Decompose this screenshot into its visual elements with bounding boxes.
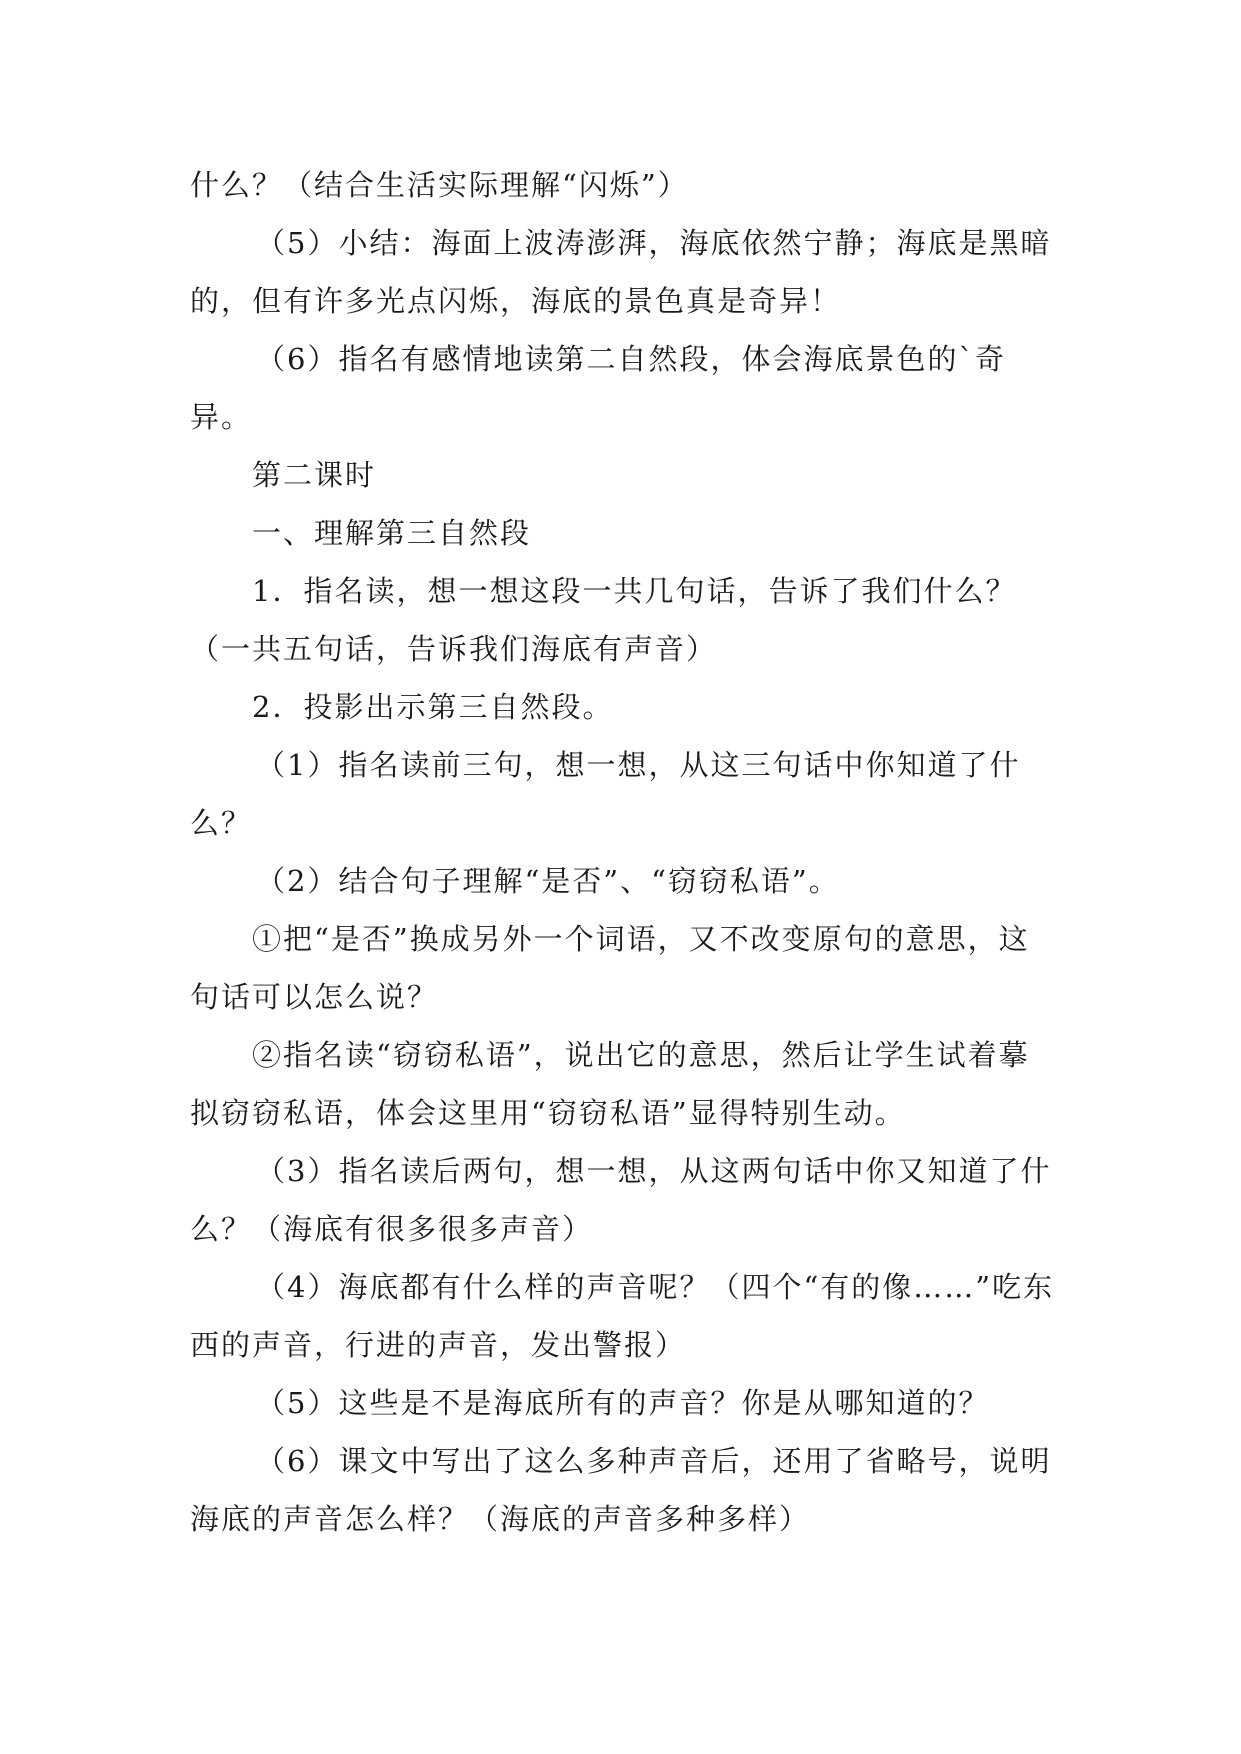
- paragraph: 什么？（结合生活实际理解“闪烁”）: [190, 168, 689, 202]
- paragraph: （4）海底都有什么样的声音呢？（四个“有的像……”吃东西的声音，行进的声音，发出警报）: [190, 1270, 1055, 1362]
- paragraph: （5）小结：海面上波涛澎湃，海底依然宁静；海底是黑暗的，但有许多光点闪烁，海底的景色真是奇异！: [190, 226, 1052, 318]
- paragraph: （6）指名有感情地读第二自然段，体会海底景色的`奇异。: [190, 342, 1006, 434]
- paragraph: （2）结合句子理解“是否”、“窃窃私语”。: [256, 864, 840, 898]
- paragraph: 1．指名读，想一想这段一共几句话，告诉了我们什么？: [252, 574, 1017, 608]
- paragraph: （一共五句话，告诉我们海底有声音）: [190, 632, 718, 666]
- paragraph: ①把“是否”换成另外一个词语，又不改变原句的意思，这句话可以怎么说？: [190, 922, 1030, 1014]
- document-body: [190, 156, 1055, 1548]
- subsection-heading: 一、理解第三自然段: [252, 516, 532, 550]
- paragraph: 2．投影出示第三自然段。: [252, 690, 614, 724]
- paragraph: （1）指名读前三句，想一想，从这三句话中你知道了什么？: [190, 748, 1021, 840]
- paragraph: ②指名读“窃窃私语”，说出它的意思，然后让学生试着摹拟窃窃私语，体会这里用“窃窃私语”显得特别生动。: [190, 1038, 1030, 1130]
- paragraph: （5）这些是不是海底所有的声音？你是从哪知道的？: [256, 1386, 990, 1420]
- section-heading: 第二课时: [252, 458, 377, 492]
- paragraph: （6）课文中写出了这么多种声音后，还用了省略号，说明海底的声音怎么样？（海底的声音多种多样）: [190, 1444, 1052, 1536]
- paragraph: （3）指名读后两句，想一想，从这两句话中你又知道了什么？（海底有很多很多声音）: [190, 1154, 1052, 1246]
